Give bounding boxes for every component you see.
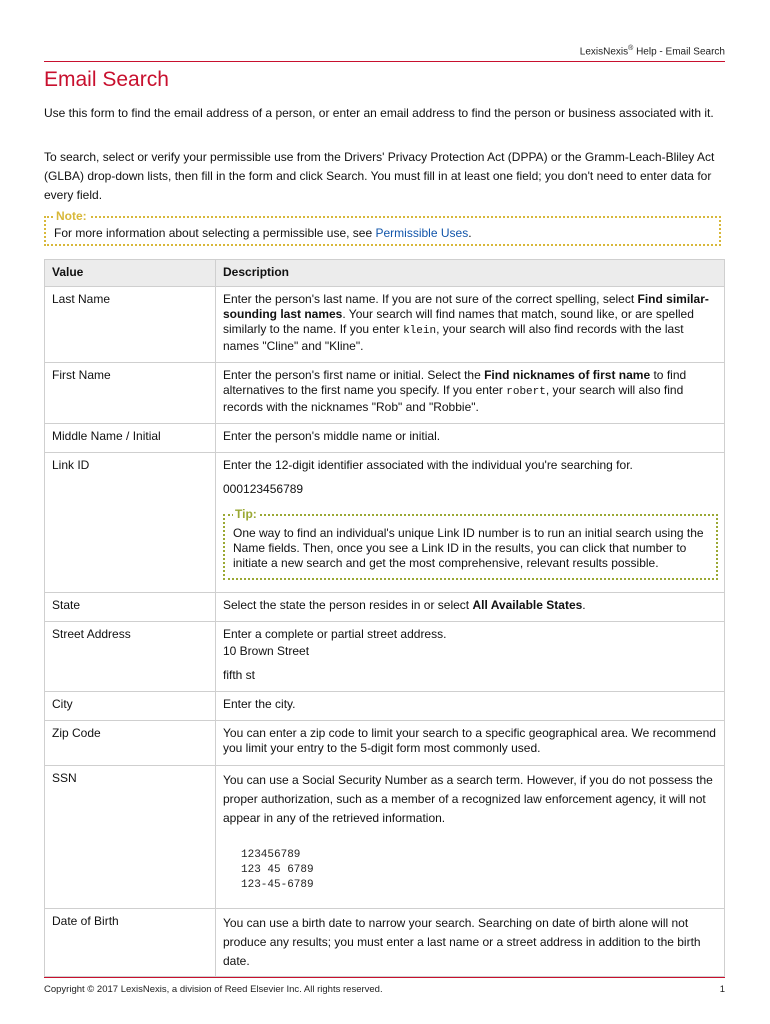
desc-text: . [582,598,586,612]
page-header [44,45,725,62]
permissible-uses-link[interactable]: Permissible Uses [375,226,469,240]
row-label: First Name [45,363,216,424]
desc-text: Enter a complete or partial street address. [223,627,447,641]
tip-box [223,507,718,580]
desc-text: Enter the 12-digit identifier associated with the individual you're searching for. [223,458,633,472]
row-description [216,622,725,692]
row-label: Zip Code [45,721,216,766]
note-title: Note: [56,209,87,223]
tip-text: One way to find an individual's unique Link ID number is to run an initial search using the Name fields. Then, once you see a Link ID in the results, you can click that number to initiate a new search and get the most comprehensive, relevant results possible. [233,526,704,570]
row-description [216,593,725,622]
field-reference-table [44,259,725,977]
desc-text: , your search will also find records with the last names "Cline" and "Kline". [223,322,684,353]
page-title: Email Search [44,68,169,91]
ssn-examples: 123456789 123 45 6789 123-45-6789 [241,849,314,891]
row-label: Street Address [45,622,216,692]
desc-text: Enter the person's first name or initial. Select the [223,368,485,382]
row-description: You can use a birth date to narrow your search. Searching on date of birth alone will not produce any results; you must enter a last name or a street address in addition to the birth date. [216,909,725,977]
registered-mark: ® [628,45,634,52]
desc-text: to find alternatives to the first name you specify. If you enter [223,368,687,397]
option-name: Find nicknames of first name [484,368,651,382]
table-row-middle-name [45,424,725,453]
row-description [216,287,725,363]
header-title: Help - Email Search [633,46,725,58]
option-name: Find similar-sounding last names [223,292,709,321]
table-row-date-of-birth [45,909,725,977]
column-header-description: Description [216,260,725,287]
code-example: robert [506,386,546,398]
table-row-link-id [45,453,725,593]
option-name: All Available States [472,598,583,612]
row-label: Link ID [45,453,216,593]
desc-text: . Your search will find names that match, sound like, or are spelled similarly to the name. If you enter [223,307,694,336]
street-example-1: 10 Brown Street [223,644,310,658]
row-description [216,363,725,424]
row-label: City [45,692,216,721]
table-row-street-address [45,622,725,692]
desc-text: Select the state the person resides in or select [223,598,473,612]
page-footer [44,977,725,995]
code-example: klein [403,325,437,337]
copyright-text: Copyright © 2017 LexisNexis, a division of Reed Elsevier Inc. All rights reserved. [44,984,383,995]
row-label: SSN [45,766,216,909]
intro-paragraph-1: Use this form to find the email address of a person, or enter an email address to find the person or business associated with it. [44,106,714,120]
row-description [216,453,725,593]
link-id-example: 000123456789 [223,482,304,496]
note-text [54,226,472,240]
street-example-2: fifth st [223,668,256,682]
note-box [44,209,721,246]
tip-title: Tip: [235,507,257,521]
table-row-state [45,593,725,622]
column-header-value: Value [45,260,216,287]
table-row-first-name [45,363,725,424]
row-label: Last Name [45,287,216,363]
row-label: Middle Name / Initial [45,424,216,453]
row-description: Enter the city. [216,692,725,721]
table-row-ssn [45,766,725,909]
note-body: For more information about selecting a permissible use, see [54,226,376,240]
table-row-city [45,692,725,721]
table-row-last-name [45,287,725,363]
note-end: . [468,226,472,240]
row-label: State [45,593,216,622]
table-header-row [45,260,725,287]
desc-text: You can use a Social Security Number as a search term. However, if you do not possess the proper authorization, such as a member of a recognized law enforcement agency, it will not appear in any of the retrieved information. [223,773,713,825]
page-number: 1 [719,984,725,995]
row-label: Date of Birth [45,909,216,977]
header-brand: LexisNexis [579,46,629,58]
row-description: You can enter a zip code to limit your search to a specific geographical area. We recommend you limit your entry to the 5-digit form most commonly used. [216,721,725,766]
desc-text: , your search will also find records with the nicknames "Rob" and "Robbie". [223,383,684,414]
row-description: Enter the person's middle name or initial. [216,424,725,453]
desc-text: Enter the person's last name. If you are not sure of the correct spelling, select [223,292,638,306]
row-description [216,766,725,909]
table-row-zip-code [45,721,725,766]
intro-paragraph-2: To search, select or verify your permissible use from the Drivers' Privacy Protection Act (DPPA) or the Gramm-Leach-Bliley Act (GLBA) drop-down lists, then fill in the form and click Search. You must fill in at least one field; you don't need to enter data for every field. [44,150,715,202]
